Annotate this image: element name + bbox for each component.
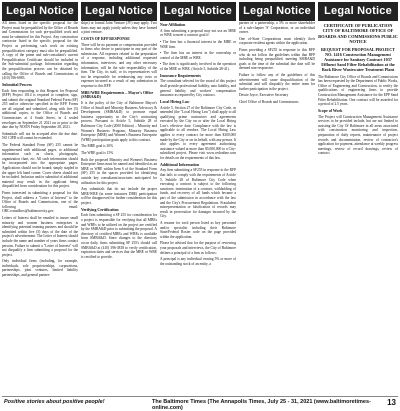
body-paragraph: • The firm is significantly involved in the operation of the MBE or WBE. (Article 5, Subtitle 28-41).: [160, 62, 236, 71]
column-5: [318, 2, 398, 394]
legal-notice-banner: Legal Notice: [160, 2, 236, 21]
body-paragraph: Article 5, Section 27 of the Baltimore City Code, as amended (the "Local Hiring Law") shall apply to all qualifying prime contractors and agreements executed by the City on or after the Local Hiring Law's effective date. Compliance with the law is applicable to all vendors. The Local Hiring Law applies to every contract for more than $300,000 made by the City or on its behalf, with any person. It also applies to every agreement authorizing assistance valued at more than $5,000,000 to a City-subsidized project. Please visit www.cedonline.com for details on the requirements of this law.: [160, 105, 236, 161]
column-4: [239, 2, 315, 394]
footer-tagline: Positive stories about positive people!: [4, 399, 105, 405]
body-paragraph: Dessie Joyce, Executive Secretary: [239, 93, 289, 98]
body-paragraph: A firm submitting a proposal may not use an MBE or WBE to meet a contract goal if:: [160, 28, 236, 38]
body-paragraph: • The firm has an interest in the ownership or control of the MBE or WBE.: [160, 51, 236, 60]
body-paragraph: The Federal Standard Form (SF) 255 cannot be supplemented with additional pages, or additional information such as charts, photographs, organization chart, etc. All such information should be incorporated into the appropriate pages. Applications should not be bound; simply stapled in the upper left hand corner. Cover sheets should not be included. Inclusion and/or submittal of additional material may result in the applicant being disqualified from consideration for this project.: [2, 143, 78, 189]
body-paragraph: Firms providing a SF255 in response to this RFP who do not follow the guidelines within that RFP including being prequalified, meeting SMBA&D goals at the time of the submittal due date will be deemed non-responsive.: [239, 47, 315, 71]
col5-body: [318, 75, 398, 156]
body-paragraph: Both the proposed Minority and Women's Business Enterprise firms must be named and identified as an MBE or WBE within Item 6 of the Standard Form (SF) 255 in the spaces provided for identifying outside key consultants/associates anticipated for utilization for this project.: [81, 157, 157, 185]
page: [2, 2, 398, 394]
body-paragraph: The Project will Construction Management Assistance services to be provided include, but are not limited to assisting the City Of Baltimore in all areas associated with construction monitoring and inspection, preparation of daily reports, maintenance of project records and documentation, review of contractor's application for payment, attendance at weekly progress meetings, review of record drawings, review of contract: [318, 114, 398, 156]
column-3: [160, 2, 236, 394]
col1-body: [2, 21, 78, 278]
col4-body: [239, 21, 315, 105]
section-heading: Insurance Requirements: [160, 73, 201, 78]
body-paragraph: It is the policy of the City of Baltimore Mayor's Office of Small and Minority Business Advocacy & Development (SMBA&D) to promote equal business opportunity in the City's contracting process. Pursuant to Article 5, Subtitle 28 of Baltimore City Code (2000 Edition) – Minority and Women's Business Program, Minority Business Enterprise (MBE) and Women's Business Enterprise (WBE) participation goals apply to this contract.: [81, 101, 157, 142]
section-heading: Verifying Certification: [81, 207, 119, 212]
body-paragraph: Any firm submitting a SF255 in response to the RFP that fails to comply with the requirements of Article 5, Subtitle 28 of Baltimore City Code when executing a contract is subject to the following sanctions: termination of a contract, withholding of funds, and recovery of all funds which became a part of the submission in accordance with the law and the City's Procurement Regulations. Fraudulent misrepresentation or falsification of records may result in prosecution for damages incurred by the City.: [160, 168, 236, 219]
certificate-title: CERTIFICATE OF PUBLICATION CITY OF BALTIMORE OFFICE OF BOARDS AND COMMISSIONS PUBLIC NOTICE: [318, 23, 398, 45]
legal-notice-banner: Legal Notice: [2, 2, 78, 21]
body-paragraph: The Baltimore City Office of Boards and Commissions has been requested by the Department of Public Works, Office of Engineering and Construction, to certify the qualifications of engineering firms to provide Construction Management Assistance for the EPP Sand Filter Rehabilitation. One contract will be awarded for a period of 2.5 years.: [318, 74, 398, 107]
body-paragraph: One of-State Corporations must identify their corporate resident agents within the application.: [239, 36, 315, 46]
page-footer: [2, 396, 398, 409]
body-paragraph: The WBE goal is 15%: [81, 151, 114, 156]
body-paragraph: The consultant selected for the award of this project shall provide professional liability, auto liability, and general liability and workers' compensation insurance as required by City contract.: [160, 79, 236, 98]
body-paragraph: Letters of Interest shall be emailed to insure small minority and women business enterprises is identifying potential teaming partners and should be submitted within five (5) days of the date of the project's advertisement. The Letter of Interest should include the name and number of years firms contact persons. Failure to submit a "Letter of Interest" will not disqualify a firm submitting a proposal for the project.: [2, 215, 78, 257]
page-number: 13: [387, 398, 396, 407]
section-heading: Local Hiring Law: [160, 99, 190, 104]
section-heading: Non-Affiliation: [160, 23, 186, 27]
body-paragraph: There will be no payment or compensation provided to firms who desire to participate in any part of the submission. All expenses related to the preparation of a response, including additional requested information, interviews, and any other necessary information, will be the sole responsibility of the firm. The City, its staff, or its representatives will not be responsible for reimbursing any costs or expenses incurred as a result of any submission in response to this RFP.: [81, 42, 157, 88]
footer-publication: The Baltimore Times (The Annapolis Times, July 25 - 31, 2021 (www.baltimoretimes-online.com): [152, 399, 371, 411]
body-paragraph: A principal is any individual owning 5% or more of the outstanding stock of an entity, a: [160, 257, 236, 266]
body-paragraph: Firms interested in submitting a proposal for this Project, shall address a "Letter of Interest" to the Office of Boards and Commissions, one of the following email: OBC.rcmailbox@baltimorecity.gov.: [2, 190, 78, 214]
section-heading: Submittal Process: [2, 82, 32, 87]
section-heading: COSTS OF RFP RESPONSE: [81, 36, 130, 41]
body-paragraph: Please be advised that for the purpose of reviewing your proposals and interviews, the City of Baltimore defines a principal of a firm as follows:: [160, 241, 236, 255]
legal-notice-banner: Legal Notice: [318, 2, 398, 21]
legal-notice-banner: Legal Notice: [81, 2, 157, 21]
body-paragraph: Chief Office of Boards and Commissions: [239, 99, 299, 104]
column-2: [81, 2, 157, 394]
col3-body: [160, 23, 236, 266]
body-paragraph: Submittals will not be accepted after the due date. NO CIPD will cannot be extended.: [2, 131, 78, 141]
body-paragraph: Only individual firms (including, for example, individuals, sole proprietorships, corporations, partnerships, joint ventures, limited liability partnerships, and general partner-: [2, 259, 78, 278]
section-heading: Scope of Work: [318, 108, 343, 113]
body-paragraph: The MBE goal is 30%: [81, 144, 114, 149]
section-heading: MBE/WBE Requirements – Mayor's Office (SMBA&D): [81, 90, 154, 100]
body-paragraph: All items listed in the specific proposal for the Project must be prequalified by the Office of Boards and Commissions for such pre-qualified work and must be submitted for this Project. Any construction contractor listed in the specific proposal for the Project as performing such work an existing prequalification category must also be prequalified. A copy of the prime and sub-consultant's current Prequalification Certificate should be included in the Sub-submittal package. Information regarding the prequalification process can be obtained by calling the Office of Boards and Commissions at (410) 396-6883.: [2, 21, 78, 81]
legal-notice-banner: Legal Notice: [239, 2, 315, 21]
section-heading: Additional Information: [160, 162, 200, 167]
body-paragraph: partner of a partnership, a 5% or more shareholder of a sub-chapter 'S' Corporation, or an individual owner.: [239, 21, 315, 35]
col2-body: [81, 21, 157, 259]
body-paragraph: ships) or formal Joint Venture (JV) may apply. Two firms may not apply jointly unless they have formed a joint venture.: [81, 21, 157, 35]
rfp-title: REQUEST FOR PROPOSAL PROJECT NO. 1416 Construction Management Assistance for Sanitary Contract 1037 Effluent Sand Filter Rehabilitation at the Back River Wastewater Treatment Plant: [320, 46, 396, 73]
body-paragraph: • The firm has a financial interest in the MBE or WBE firm.: [160, 39, 236, 49]
body-paragraph: Each firm responding to this Request for Proposal (RFP) Project 1014 is required to complete, sign, and submit the original Standard Federal Form (SF) 255 and/or otherwise specified in the RFP. Forms are all original and submitted, along with five (5) additional copies, to the Office of Boards and Commissions at 4 South Street, in 4 sealed envelopes on September 21 2021 on or prior to the date due by NOON Friday September 28, 2021.: [2, 88, 78, 130]
body-paragraph: Failure to follow any of the guidelines of this advertisement will cause disqualification of the submittal and will disqualify the entire team for further participation in the project.: [239, 72, 315, 91]
body-paragraph: A resume for each person listed as key personnel and/or specialist including their Baltimore State/Federal Roster code on the page provided within the application.: [160, 220, 236, 239]
body-paragraph: Each firm submitting a SF 255 for consideration for a project is responsible for verifying that all MBEs and WBEs to be utilized on the project are certified by the SMBA&D prior to submitting the proposal. A directory of certified MBEs and WBEs is available from SMBA&D. Since changes to the directory occur daily, firms submitting SF 255's should call SMBA&D at (410) 396-3818 to verify certification, expiration dates and services that the MBE or WBE is certified to provide.: [81, 213, 157, 259]
column-1: [2, 2, 78, 394]
body-paragraph: Any submittals that do not include the proper MBE/WBE (in some instances DBE) participation will be disapproved for further consideration for this project.: [81, 187, 157, 205]
